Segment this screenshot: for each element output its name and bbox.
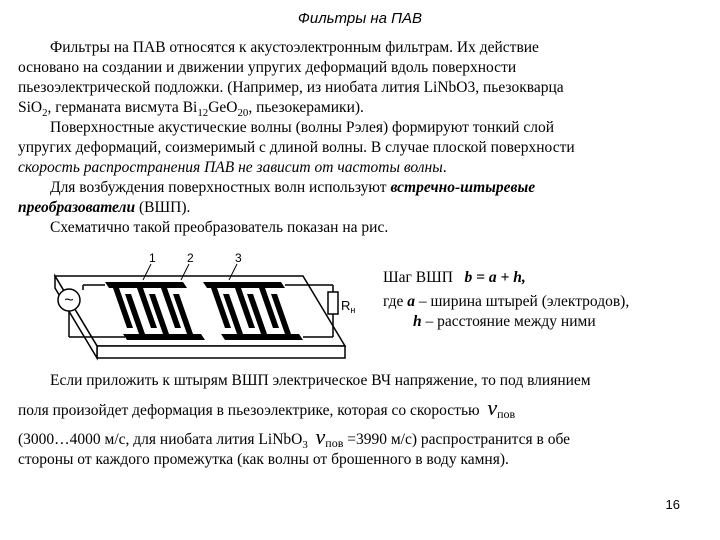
label-2: 2 bbox=[187, 251, 194, 265]
var-a: a bbox=[407, 293, 415, 310]
ac-source-symbol: ~ bbox=[64, 292, 74, 309]
deformation-text: поля произойдет деформация в пьезоэлектрике, которая со скоростью bbox=[18, 402, 480, 419]
term-transducers: преобразователи bbox=[18, 199, 136, 216]
legend-where: где bbox=[383, 293, 408, 310]
load-label: $R_н$ bbox=[341, 298, 356, 315]
paragraph-2-line-1: Поверхностные акустические волны (волны Рэлея) формируют тонкий слой bbox=[50, 119, 554, 136]
term-interdigital: встречно-штыревые bbox=[390, 179, 536, 196]
left-transducer-top-bus bbox=[105, 282, 187, 288]
paragraph-1-line-4 bbox=[18, 98, 364, 120]
paragraph-3-line-2 bbox=[18, 198, 190, 217]
legend-gap-text: – расстояние между ними bbox=[421, 313, 596, 330]
label-3: 3 bbox=[235, 251, 242, 265]
velocity-symbol-2: v bbox=[315, 424, 326, 449]
velocity-symbol: v bbox=[487, 395, 498, 420]
formula-sio: SiO bbox=[18, 99, 43, 116]
slide-title: Фильтры на ПАВ bbox=[297, 10, 423, 27]
velocity-value-text: =3990 м/с) распространится в обе bbox=[347, 431, 571, 448]
formula-sio-sub: 2 bbox=[42, 107, 48, 120]
text-excitation: Для возбуждения поверхностных волн используют bbox=[50, 179, 391, 196]
left-transducer-bottom-bus bbox=[123, 334, 205, 340]
paragraph-1-line-1: Фильтры на ПАВ относятся к акустоэлектронным фильтрам. Их действие bbox=[50, 39, 539, 56]
paragraph-3-line-1 bbox=[50, 178, 535, 197]
pitch-formula: b = a + h, bbox=[464, 269, 526, 286]
velocity-subscript: пов bbox=[497, 407, 516, 421]
substrate-front-face bbox=[97, 346, 345, 358]
formula-bi-sub: 12 bbox=[197, 107, 209, 120]
legend-pitch bbox=[383, 268, 526, 287]
text-bismuth: , германата висмута Bi bbox=[47, 99, 198, 116]
paragraph-2-line-2: упругих деформаций, соизмеримый с длиной волны. В случае плоской поверхности bbox=[18, 139, 575, 156]
paragraph-4-line-1: Схематично такой преобразователь показан на рис. bbox=[50, 219, 389, 236]
legend-width bbox=[383, 292, 629, 311]
right-transducer-top-bus bbox=[203, 282, 285, 288]
linbo3-sub: 3 bbox=[302, 439, 308, 452]
transducer-diagram bbox=[45, 248, 365, 368]
legend-width-text: – ширина штырей (электродов), bbox=[414, 293, 630, 310]
velocity-range-text: (3000…4000 м/с, для ниобата лития LiNbO bbox=[18, 431, 303, 448]
label-1: 1 bbox=[149, 251, 156, 265]
abbr-vshp: (ВШП). bbox=[135, 199, 191, 216]
paragraph-2-line-3 bbox=[18, 158, 447, 177]
paragraph-1-line-2: основано на создании и движении упругих деформаций вдоль поверхности bbox=[18, 59, 517, 76]
right-transducer-bottom-bus bbox=[221, 334, 303, 340]
paragraph-5-line-4: стороны от каждого промежутка (как волны от брошенного в воду камня). bbox=[18, 451, 509, 468]
formula-geo-sub: 20 bbox=[237, 107, 249, 120]
formula-geo: GeO bbox=[208, 99, 238, 116]
legend-gap bbox=[413, 312, 596, 331]
paragraph-5-line-1: Если приложить к штырям ВШП электрическое ВЧ напряжение, то под влиянием bbox=[50, 372, 591, 389]
page-number: 16 bbox=[665, 497, 680, 512]
paragraph-1-line-3: пьезоэлектрической подложки. (Например, из ниобата лития LiNbO3, пьезокварца bbox=[18, 79, 564, 96]
velocity-subscript-2: пов bbox=[325, 436, 344, 450]
paragraph-5-line-2 bbox=[18, 395, 516, 424]
load-resistor-icon bbox=[328, 292, 338, 314]
var-h: h bbox=[413, 313, 422, 330]
italic-statement: скорость распространения ПАВ не зависит от частоты волны bbox=[18, 159, 443, 176]
pitch-label: Шаг ВШП bbox=[383, 269, 453, 286]
text-ceramics: , пьезокерамики). bbox=[248, 99, 364, 116]
period: . bbox=[442, 159, 447, 176]
